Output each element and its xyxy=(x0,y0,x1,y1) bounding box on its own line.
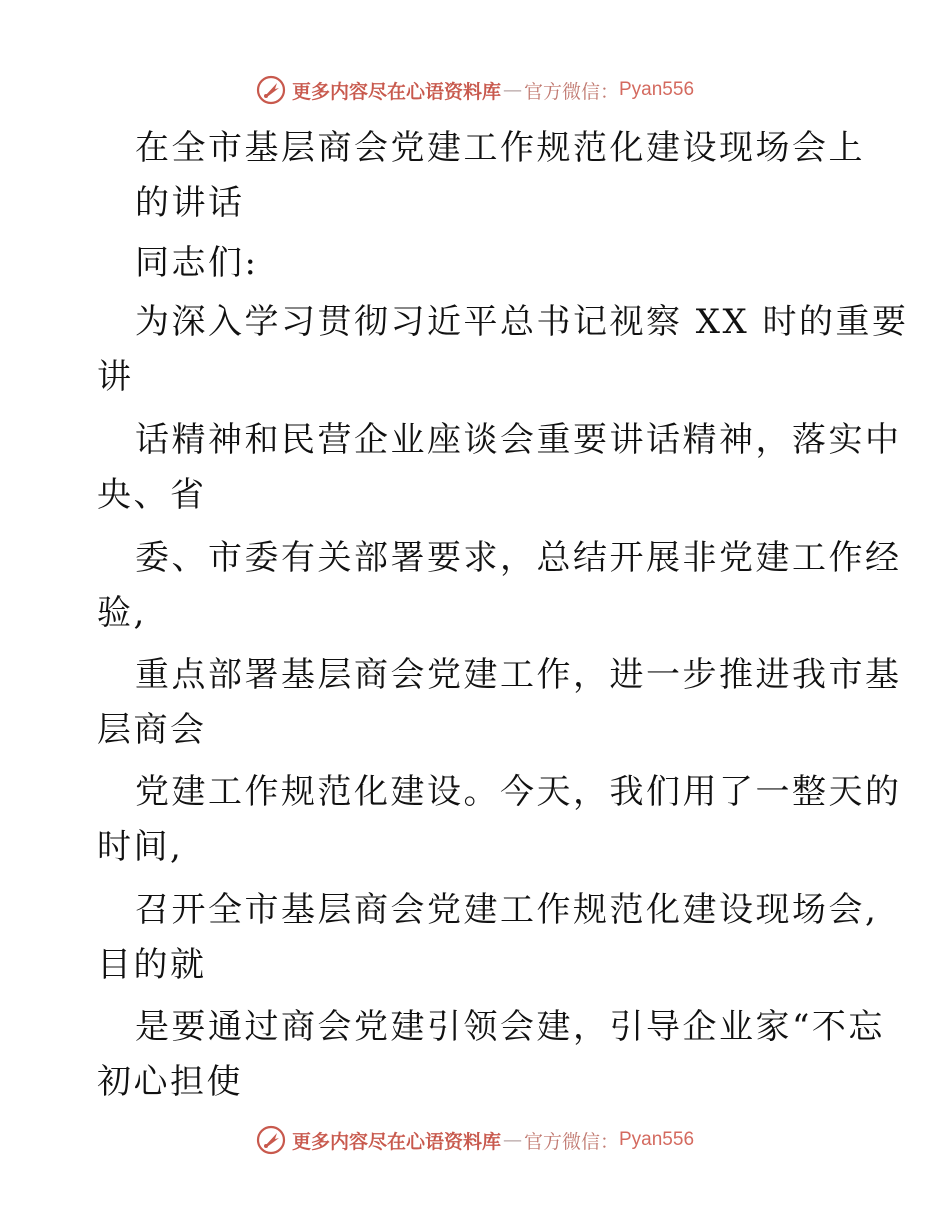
paragraph-line: 重点部署基层商会党建工作，进一步推进我市基 xyxy=(135,655,902,695)
paragraph-line: 层商会 xyxy=(97,710,207,750)
watermark-wechat-id: Pyan556 xyxy=(619,79,695,100)
paragraph-line: 初心担使 xyxy=(97,1062,243,1102)
watermark-wechat-label: 官方微信： xyxy=(523,80,619,103)
watermark-footer xyxy=(0,1120,950,1160)
paragraph-line: 目的就 xyxy=(97,945,207,985)
quill-logo-icon xyxy=(256,1125,286,1155)
paragraph-line: 时间, xyxy=(97,827,184,867)
paragraph-line: 央、省 xyxy=(97,475,207,515)
watermark-dash: — xyxy=(502,79,522,101)
watermark-site-name: 更多内容尽在心语资料库 xyxy=(291,1130,501,1153)
paragraph-line: 话精神和民营企业座谈会重要讲话精神，落实中 xyxy=(135,420,902,460)
paragraph-line: 委、市委有关部署要求，总结开展非党建工作经 xyxy=(135,538,902,578)
watermark-wechat-label: 官方微信： xyxy=(523,1130,619,1153)
title-line-2: 的讲话 xyxy=(135,183,245,223)
watermark-wechat-id: Pyan556 xyxy=(619,1129,695,1150)
paragraph-line: 验, xyxy=(97,593,147,633)
watermark-dash: — xyxy=(502,1129,522,1151)
quill-logo-icon xyxy=(256,75,286,105)
title-line-1: 在全市基层商会党建工作规范化建设现场会上 xyxy=(135,128,865,168)
paragraph-line: 为深入学习贯彻习近平总书记视察 XX 时的重要 xyxy=(135,302,909,342)
watermark-site-name: 更多内容尽在心语资料库 xyxy=(291,80,501,103)
paragraph-line: 召开全市基层商会党建工作规范化建设现场会, xyxy=(135,890,879,930)
paragraph-line: 党建工作规范化建设。今天，我们用了一整天的 xyxy=(135,772,902,812)
paragraph-line: 讲 xyxy=(97,357,134,397)
salutation: 同志们: xyxy=(135,243,259,283)
watermark-header xyxy=(0,70,950,110)
paragraph-line: 是要通过商会党建引领会建，引导企业家“不忘 xyxy=(135,1007,885,1047)
